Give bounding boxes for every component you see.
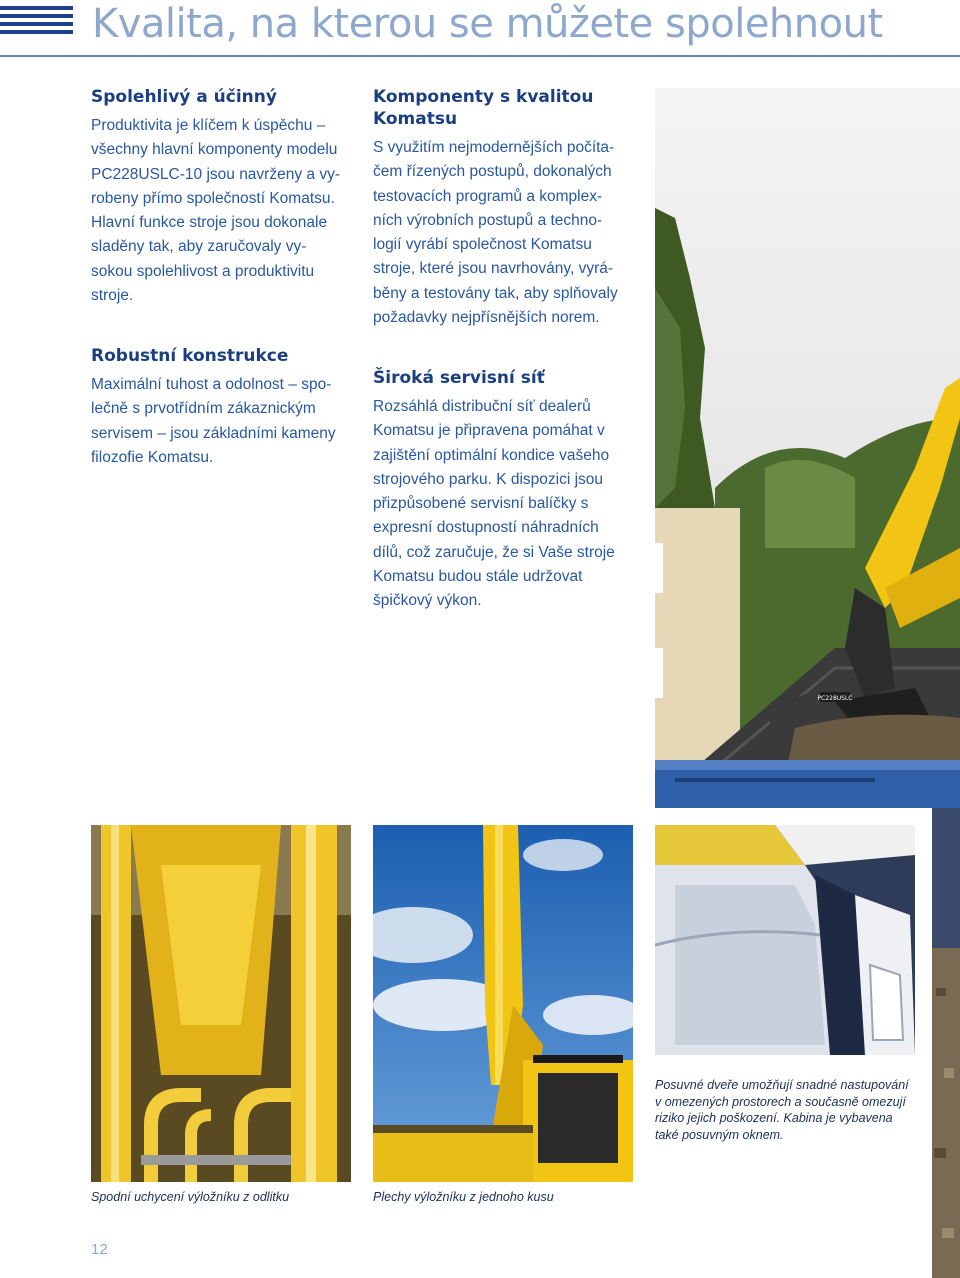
section-robust-heading: Robustní konstrukce bbox=[91, 346, 289, 366]
text-line: špičkový výkon. bbox=[373, 592, 482, 610]
caption-line: také posuvným oknem. bbox=[655, 1127, 784, 1142]
text-line: stroje, které jsou navrhovány, vyrá- bbox=[373, 260, 614, 278]
section-components bbox=[373, 86, 643, 330]
text-line: Komatsu budou stále udržovat bbox=[373, 568, 583, 586]
text-line: stroje. bbox=[91, 287, 134, 305]
caption-boom-plates: Plechy výložníku z jednoho kusu bbox=[373, 1190, 554, 1204]
heading-line: Komponenty s kvalitou bbox=[373, 87, 594, 107]
text-line: všechny hlavní komponenty modelu bbox=[91, 141, 338, 159]
heading-line: Komatsu bbox=[373, 109, 458, 129]
page-title: Kvalita, na kterou se můžete spolehnout bbox=[92, 1, 883, 47]
boom-foot-image bbox=[91, 825, 351, 1182]
text-line: Komatsu je připravena pomáhat v bbox=[373, 422, 605, 440]
boom-plates-photo bbox=[373, 825, 633, 1182]
caption-sliding-door bbox=[655, 1077, 925, 1143]
section-robust bbox=[91, 345, 356, 470]
header-divider bbox=[0, 55, 960, 57]
text-line: strojového parku. K dispozici jsou bbox=[373, 470, 604, 488]
text-line: zajištění optimální kondice vašeho bbox=[373, 446, 610, 464]
excavator-loading-truck-photo bbox=[655, 88, 960, 808]
text-line: Hlavní funkce stroje jsou dokonale bbox=[91, 214, 328, 232]
caption-line: v omezených prostorech a současně omezují bbox=[655, 1094, 906, 1109]
section-service bbox=[373, 367, 643, 614]
text-line: čem řízených postupů, dokonalých bbox=[373, 163, 612, 181]
text-line: Produktivita je klíčem k úspěchu – bbox=[91, 117, 326, 134]
page-number: 12 bbox=[91, 1241, 108, 1258]
text-line: Maximální tuhost a odolnost – spo- bbox=[91, 376, 332, 393]
text-line: požadavky nejpřísnějších norem. bbox=[373, 309, 600, 327]
caption-boom-foot: Spodní uchycení výložníku z odlitku bbox=[91, 1190, 290, 1204]
text-line: S využitím nejmodernějších počíta- bbox=[373, 139, 615, 156]
text-line: přizpůsobené servisní balíčky s bbox=[373, 495, 589, 513]
text-line: lečně s prvotřídním zákaznickým bbox=[91, 400, 316, 418]
text-line: robeny přímo společností Komatsu. bbox=[91, 189, 335, 207]
soil-strip-image bbox=[932, 808, 960, 1278]
sign-text: PC228USLC bbox=[817, 695, 853, 702]
text-line: logií vyrábí společnost Komatsu bbox=[373, 236, 592, 254]
text-line: ních výrobních postupů a techno- bbox=[373, 211, 603, 229]
section-components-heading bbox=[373, 86, 643, 130]
text-line: expresní dostupností náhradních bbox=[373, 519, 599, 537]
sliding-door-image bbox=[655, 825, 915, 1055]
text-line: dílů, což zaručuje, že si Vaše stroje bbox=[373, 543, 615, 561]
boom-plates-image bbox=[373, 825, 633, 1182]
text-line: sladěny tak, aby zaručovaly vy- bbox=[91, 238, 307, 256]
excavator-loading-truck-image bbox=[655, 88, 960, 808]
section-robust-text bbox=[91, 373, 356, 470]
text-line: testovacích programů a komplex- bbox=[373, 187, 603, 205]
caption-line: riziko jejich poškození. Kabina je vybavena bbox=[655, 1111, 893, 1125]
sliding-door-cab-photo bbox=[655, 825, 915, 1055]
section-service-heading: Široká servisní síť bbox=[373, 368, 545, 388]
boom-foot-cast-photo bbox=[91, 825, 351, 1182]
section-service-text bbox=[373, 395, 643, 614]
soil-strip-photo bbox=[932, 808, 960, 1278]
text-line: sokou spolehlivost a produktivitu bbox=[91, 262, 315, 280]
section-reliable-text bbox=[91, 114, 356, 308]
text-line: PC228USLC-10 jsou navrženy a vy- bbox=[91, 165, 340, 183]
section-reliable-heading: Spolehlivý a účinný bbox=[91, 87, 277, 107]
text-line: servisem – jsou základními kameny bbox=[91, 424, 336, 442]
section-components-text bbox=[373, 136, 643, 330]
text-line: Rozsáhlá distribuční síť dealerů bbox=[373, 398, 591, 415]
text-line: běny a testovány tak, aby splňovaly bbox=[373, 284, 618, 302]
header-stripes-logo bbox=[0, 6, 73, 42]
text-line: filozofie Komatsu. bbox=[91, 448, 214, 466]
section-reliable bbox=[91, 86, 356, 308]
caption-line: Posuvné dveře umožňují snadné nastupování bbox=[655, 1078, 909, 1092]
